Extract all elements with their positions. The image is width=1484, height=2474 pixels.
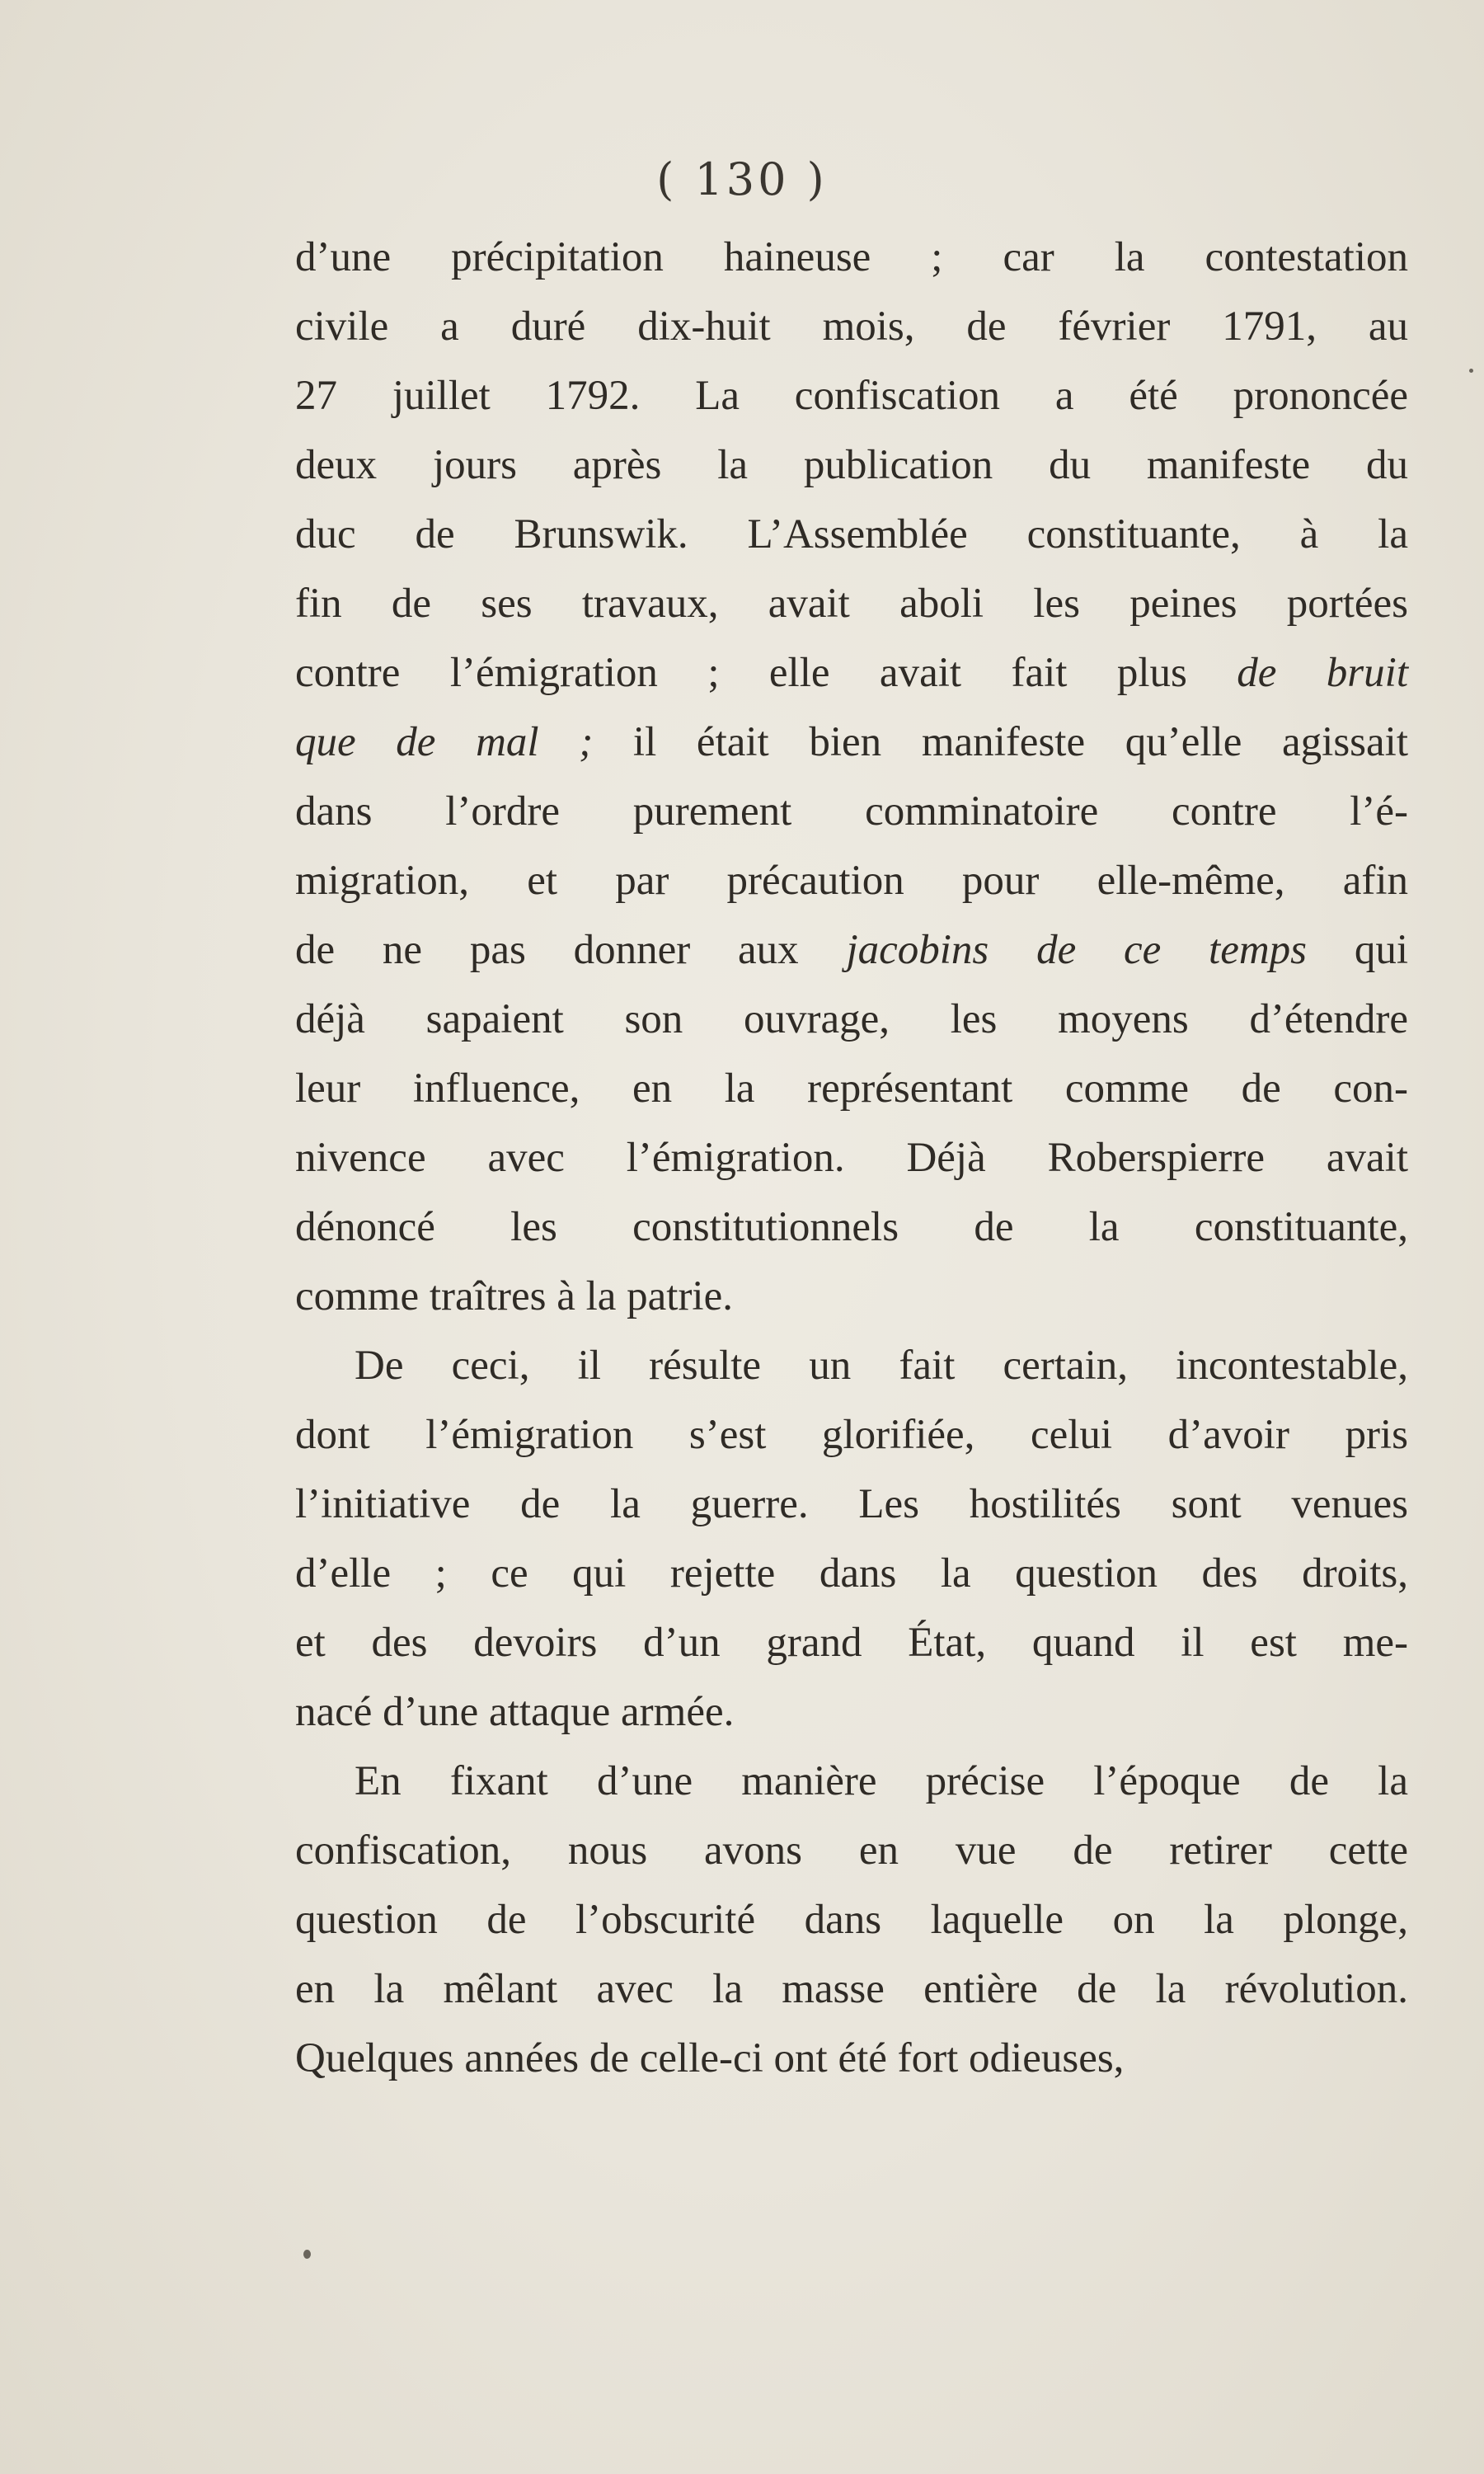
text-line	[295, 569, 1408, 638]
text-segment: leur influence, en la représentant comme de con-	[295, 1065, 1408, 1112]
text-segment: nivence avec l’émigration. Déjà Roberspierre avait	[295, 1135, 1408, 1181]
text-segment: duc de Brunswik. L’Assemblée constituante, à la	[295, 511, 1408, 557]
text-line	[295, 500, 1408, 569]
text-segment: nacé d’une attaque armée.	[295, 1689, 735, 1735]
text-segment: dont l’émigration s’est glorifiée, celui d’avoir pris	[295, 1412, 1408, 1458]
text-line	[295, 1400, 1408, 1470]
text-segment: il était bien manifeste qu’elle agissait	[593, 719, 1408, 765]
text-line	[295, 2024, 1408, 2093]
text-segment: deux jours après la publication du manifeste du	[295, 442, 1408, 488]
text-segment: l’initiative de la guerre. Les hostilités sont venues	[295, 1481, 1408, 1527]
text-segment: et des devoirs d’un grand État, quand il est me-	[295, 1620, 1408, 1666]
text-segment: migration, et par précaution pour elle-même, afin	[295, 858, 1408, 904]
italic-phrase: jacobins de ce temps	[846, 927, 1308, 973]
text-line	[295, 361, 1408, 430]
italic-phrase: que de mal ;	[295, 719, 594, 765]
text-line	[295, 223, 1408, 292]
text-line	[295, 1470, 1408, 1539]
text-line	[295, 1262, 1408, 1331]
text-line	[295, 846, 1408, 915]
text-segment: dénoncé les constitutionnels de la constituante,	[295, 1204, 1408, 1250]
text-line	[295, 1885, 1408, 1954]
text-segment: De ceci, il résulte un fait certain, incontestable,	[355, 1343, 1408, 1389]
text-segment: contre l’émigration ; elle avait fait plus	[295, 650, 1237, 696]
text-segment: en la mêlant avec la masse entière de la révolution.	[295, 1966, 1408, 2012]
text-line	[295, 1608, 1408, 1677]
ink-speck	[303, 2250, 311, 2259]
text-line	[295, 292, 1408, 361]
text-line	[295, 1331, 1408, 1400]
text-line	[295, 1054, 1408, 1123]
text-segment: Quelques années de celle-ci ont été fort odieuses,	[295, 2035, 1125, 2081]
text-line	[295, 708, 1408, 777]
text-line	[295, 1123, 1408, 1192]
text-segment: comme traîtres à la patrie.	[295, 1273, 733, 1319]
text-line	[295, 777, 1408, 846]
text-line	[295, 1539, 1408, 1608]
text-segment: fin de ses travaux, avait aboli les peines portées	[295, 581, 1408, 627]
text-segment: dans l’ordre purement comminatoire contre l’é-	[295, 788, 1408, 835]
text-line	[295, 430, 1408, 500]
italic-phrase: de bruit	[1237, 650, 1408, 696]
text-segment: confiscation, nous avons en vue de retirer cette	[295, 1827, 1408, 1874]
text-segment: civile a duré dix-huit mois, de février 1791, au	[295, 303, 1408, 350]
text-segment: déjà sapaient son ouvrage, les moyens d’étendre	[295, 996, 1408, 1042]
text-line	[295, 638, 1408, 708]
text-segment: d’elle ; ce qui rejette dans la question des droits,	[295, 1550, 1408, 1597]
text-segment: qui	[1307, 927, 1409, 973]
text-segment: de ne pas donner aux	[295, 927, 847, 973]
ink-speck	[1469, 369, 1473, 373]
text-segment: 27 juillet 1792. La confiscation a été prononcée	[295, 373, 1408, 419]
text-line	[295, 1192, 1408, 1262]
text-line	[295, 1954, 1408, 2024]
page-number: ( 130 )	[656, 153, 828, 205]
text-line	[295, 1747, 1408, 1816]
body-text	[295, 223, 1408, 2093]
text-line	[295, 1816, 1408, 1885]
text-line	[295, 915, 1408, 985]
text-line	[295, 1677, 1408, 1747]
text-segment: d’une précipitation haineuse ; car la contestation	[295, 234, 1408, 280]
text-line	[295, 985, 1408, 1054]
text-segment: En fixant d’une manière précise l’époque de la	[355, 1758, 1408, 1804]
text-segment: question de l’obscurité dans laquelle on la plonge,	[295, 1897, 1408, 1943]
